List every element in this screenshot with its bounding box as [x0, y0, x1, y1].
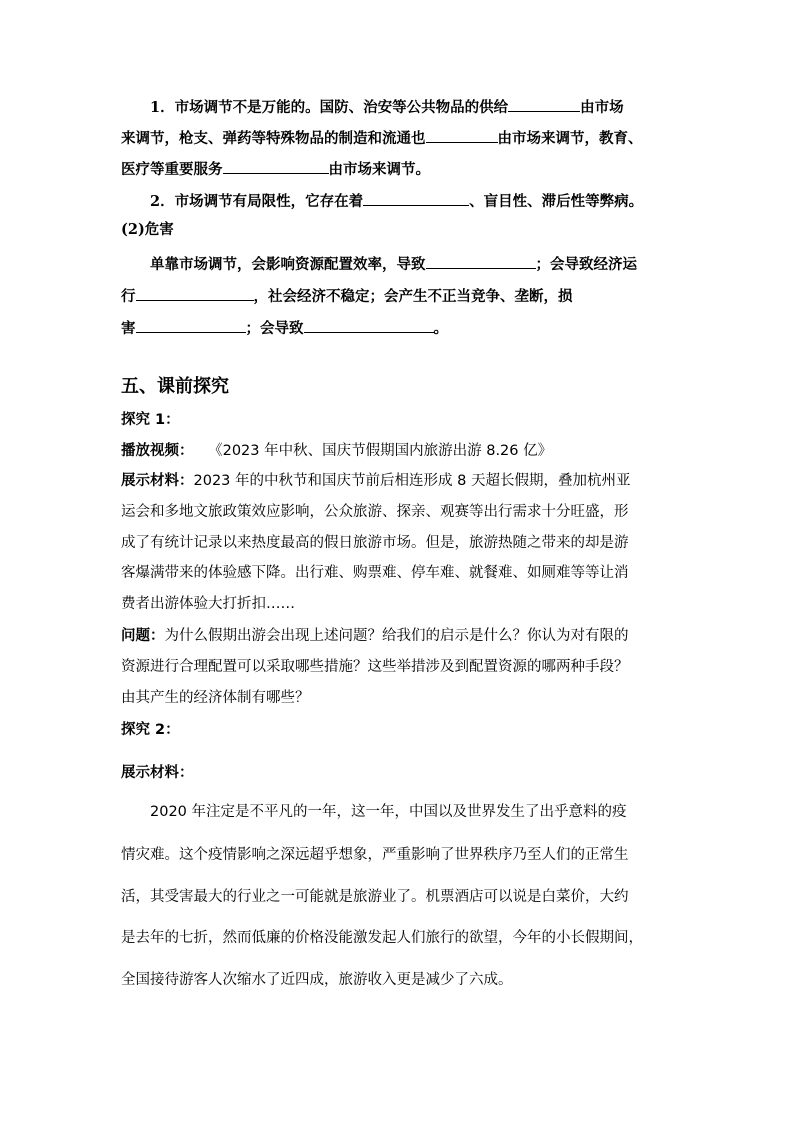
material2-line1: 2020 年注定是不平凡的一年，这一年，中国以及世界发生了出乎意料的疫 [150, 804, 627, 820]
p3-line2 [121, 286, 573, 307]
text: 单靠市场调节，会影响资源配置效率，导致 [150, 256, 426, 273]
text: 、盲目性、滞后性等弊病。 [469, 193, 644, 210]
fill-blank[interactable] [136, 318, 246, 333]
explore1-title: 探究 1： [121, 412, 180, 428]
video-label: 播放视频： [121, 443, 194, 459]
material2-line2: 情灾难。这个疫情影响之深远超乎想象，严重影响了世界秩序乃至人们的正常生 [121, 847, 629, 863]
text: 2．市场调节有局限性，它存在着 [150, 193, 364, 210]
material1-line2: 运会和多地文旅政策效应影响，公众旅游、探亲、观赛等出行需求十分旺盛，形 [121, 504, 629, 520]
question-line3: 由其产生的经济体制有哪些？ [121, 690, 310, 706]
p1-line2 [121, 128, 643, 149]
material-label: 展示材料： [121, 473, 194, 489]
question-line2: 资源进行合理配置可以采取哪些措施？这些举措涉及到配置资源的哪两种手段？ [121, 659, 629, 675]
fill-blank[interactable] [223, 159, 329, 174]
text: 害 [121, 320, 136, 337]
fill-blank[interactable] [426, 254, 536, 269]
text: ；会导致 [245, 320, 304, 337]
text: 来调节，枪支、弹药等特殊物品的制造和流通也 [121, 130, 426, 147]
text: 由市场来调节，教育、 [497, 130, 643, 147]
p2-line1 [150, 191, 643, 212]
material2-line3: 活，其受害最大的行业之一可能就是旅游业了。机票酒店可以说是白菜价，大约 [121, 889, 629, 905]
explore2-title: 探究 2： [121, 722, 180, 738]
p1-line3 [121, 159, 430, 180]
fill-blank[interactable] [508, 97, 580, 112]
explore2-material-label: 展示材料： [121, 765, 194, 781]
text: 2023 年的中秋节和国庆节前后相连形成 8 天超长假期，叠加杭州亚 [193, 473, 631, 489]
text: 由市场 [580, 99, 624, 116]
fill-blank[interactable] [304, 318, 434, 333]
text: 为什么假期出游会出现上述问题？给我们的启示是什么？你认为对有限的 [164, 628, 629, 644]
text: ，社会经济不稳定；会产生不正当竞争、垄断，损 [253, 288, 573, 305]
section-heading: 五、课前探究 [121, 376, 229, 397]
p3-line1 [150, 254, 637, 275]
material1-line5: 费者出游体验大打折扣…… [121, 596, 295, 612]
material1-line4: 客爆满带来的体验感下降。出行难、购票难、停车难、就餐难、如厕难等等让消 [121, 565, 629, 581]
question-line1 [121, 626, 629, 646]
fill-blank[interactable] [426, 128, 498, 143]
material2-line4: 是去年的七折，然而低廉的价格没能激发起人们旅行的欲望，今年的小长假期间， [121, 930, 643, 946]
sub-heading: (2)危害 [121, 221, 174, 238]
text: 。 [433, 320, 448, 337]
material1-line1 [121, 471, 630, 491]
text: 医疗等重要服务 [121, 161, 223, 178]
material1-line3: 成了有统计记录以来热度最高的假日旅游市场。但是，旅游热随之带来的却是游 [121, 535, 629, 551]
p3-line3 [121, 318, 448, 339]
text: ；会导致经济运 [535, 256, 637, 273]
text: 由市场来调节。 [328, 161, 430, 178]
question-label: 问题： [121, 628, 165, 644]
material2-line5: 全国接待游客人次缩水了近四成，旅游收入更是减少了六成。 [121, 972, 513, 988]
fill-blank[interactable] [363, 191, 469, 206]
video-line [121, 441, 552, 461]
p1-line1 [150, 97, 624, 118]
fill-blank[interactable] [136, 286, 254, 301]
video-title: 《2023 年中秋、国庆节假期国内旅游出游 8.26 亿》 [208, 443, 553, 459]
text: 行 [121, 288, 136, 305]
text: 1．市场调节不是万能的。国防、治安等公共物品的供给 [150, 99, 509, 116]
